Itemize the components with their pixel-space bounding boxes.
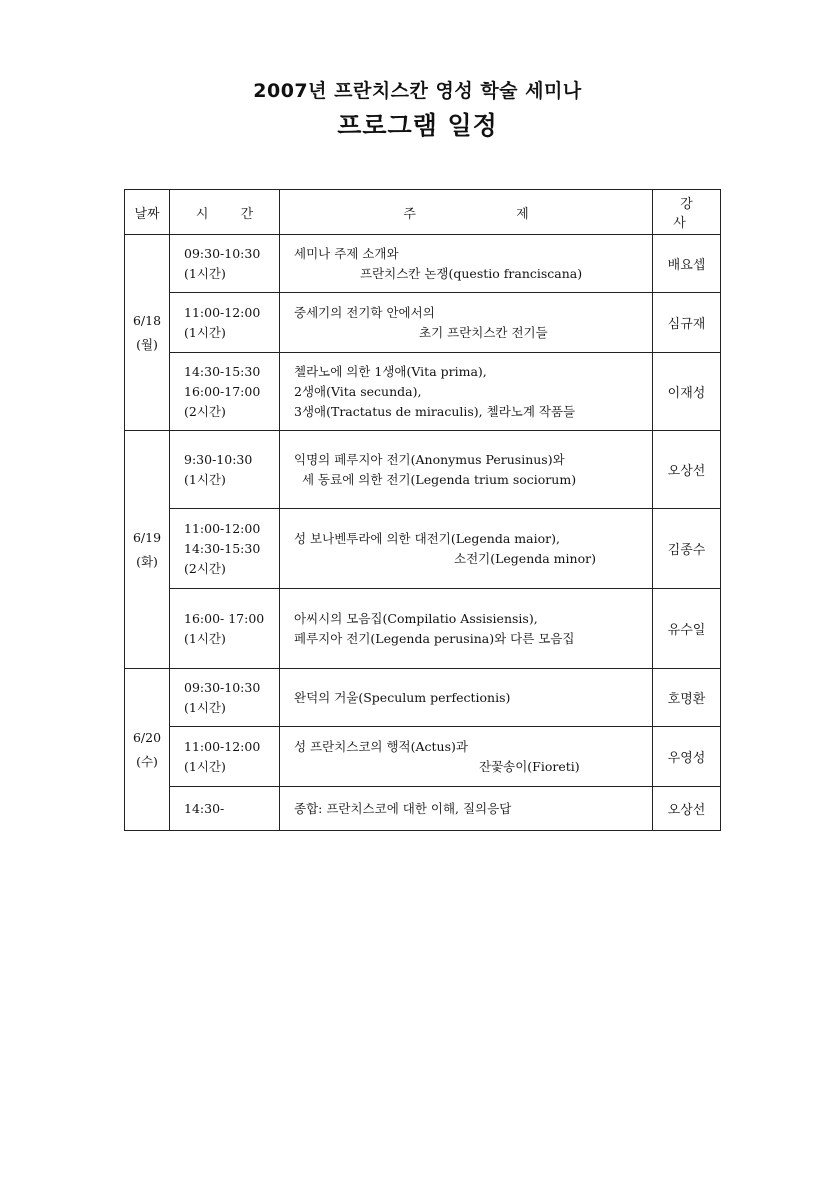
time-cell <box>170 235 280 293</box>
topic-cell <box>280 589 653 669</box>
table-row <box>125 509 721 589</box>
date-cell <box>125 235 170 431</box>
document-subtitle: 프로그램 일정 <box>337 111 498 140</box>
date-cell <box>125 431 170 669</box>
header-time <box>170 190 280 235</box>
time-cell <box>170 293 280 353</box>
header-speaker-label: 강 사 <box>673 197 707 231</box>
speaker-cell: 유수일 <box>653 589 721 669</box>
date-label: 6/20 <box>132 729 162 745</box>
topic-cell <box>280 787 653 831</box>
topic-cell <box>280 727 653 787</box>
speaker-cell: 김종수 <box>653 509 721 589</box>
topic-line: 세미나 주제 소개와 <box>294 245 399 261</box>
header-topic <box>280 190 653 235</box>
duration: (1시간) <box>184 630 226 646</box>
topic-cell <box>280 431 653 509</box>
table-row <box>125 787 721 831</box>
weekday-label: (수) <box>136 753 158 769</box>
time-cell <box>170 431 280 509</box>
speaker-cell: 호명환 <box>653 669 721 727</box>
document-title: 2007년 프란치스칸 영성 학술 세미나 <box>253 80 582 102</box>
topic-line: 익명의 페루지아 전기(Anonymus Perusinus)와 <box>294 451 565 467</box>
header-topic-label: 주 제 <box>403 206 577 222</box>
time-range: 14:30-15:30 <box>184 540 261 556</box>
topic-line: 종합: 프란치스코에 대한 이해, 질의응답 <box>294 800 512 816</box>
speaker-cell: 오상선 <box>653 787 721 831</box>
topic-line: 2생애(Vita secunda), <box>294 383 422 399</box>
time-range: 11:00-12:00 <box>184 304 261 320</box>
time-cell <box>170 727 280 787</box>
topic-line: 프란치스칸 논쟁(questio franciscana) <box>360 265 583 281</box>
topic-line: 페루지아 전기(Legenda perusina)와 다른 모음집 <box>294 630 575 646</box>
table-row <box>125 727 721 787</box>
date-label: 6/19 <box>132 529 162 545</box>
topic-line: 3생애(Tractatus de miraculis), 첼라노계 작품들 <box>294 403 576 419</box>
time-range: 09:30-10:30 <box>184 245 261 261</box>
table-row <box>125 293 721 353</box>
time-range: 09:30-10:30 <box>184 679 261 695</box>
topic-cell <box>280 509 653 589</box>
topic-cell <box>280 293 653 353</box>
date-label: 6/18 <box>132 312 162 328</box>
duration: (2시간) <box>184 560 226 576</box>
duration: (1시간) <box>184 699 226 715</box>
schedule-table <box>124 189 721 831</box>
table-row <box>125 431 721 509</box>
time-range: 14:30- <box>184 800 225 816</box>
weekday-label: (월) <box>136 336 158 352</box>
header-speaker <box>653 190 721 235</box>
table-row <box>125 235 721 293</box>
time-range: 9:30-10:30 <box>184 451 253 467</box>
topic-line: 초기 프란치스칸 전기들 <box>419 324 548 340</box>
topic-line: 완덕의 거울(Speculum perfectionis) <box>294 689 511 705</box>
duration: (1시간) <box>184 324 226 340</box>
topic-cell <box>280 669 653 727</box>
time-range: 11:00-12:00 <box>184 738 261 754</box>
time-cell <box>170 353 280 431</box>
speaker-cell: 이재성 <box>653 353 721 431</box>
time-range: 14:30-15:30 <box>184 363 261 379</box>
topic-line: 첼라노에 의한 1생애(Vita prima), <box>294 363 487 379</box>
topic-cell <box>280 353 653 431</box>
time-range: 16:00-17:00 <box>184 383 261 399</box>
time-range: 11:00-12:00 <box>184 520 261 536</box>
table-header-row <box>125 190 721 235</box>
topic-line: 소전기(Legenda minor) <box>454 550 596 566</box>
time-cell <box>170 509 280 589</box>
time-cell <box>170 787 280 831</box>
topic-line: 성 보나벤투라에 의한 대전기(Legenda maior), <box>294 530 560 546</box>
topic-line: 잔꽃송이(Fioreti) <box>479 758 580 774</box>
speaker-cell: 심규재 <box>653 293 721 353</box>
table-row <box>125 589 721 669</box>
topic-line: 성 프란치스코의 행적(Actus)과 <box>294 738 468 754</box>
header-date: 날짜 <box>125 190 170 235</box>
topic-line: 세 동료에 의한 전기(Legenda trium sociorum) <box>302 471 577 487</box>
time-cell <box>170 589 280 669</box>
duration: (1시간) <box>184 265 226 281</box>
weekday-label: (화) <box>136 553 158 569</box>
date-cell <box>125 669 170 831</box>
speaker-cell: 배요셉 <box>653 235 721 293</box>
duration: (1시간) <box>184 758 226 774</box>
topic-line: 아씨시의 모음집(Compilatio Assisiensis), <box>294 610 538 626</box>
time-range: 16:00- 17:00 <box>184 610 265 626</box>
duration: (2시간) <box>184 403 226 419</box>
duration: (1시간) <box>184 471 226 487</box>
topic-line: 중세기의 전기학 안에서의 <box>294 304 435 320</box>
topic-cell <box>280 235 653 293</box>
table-row <box>125 669 721 727</box>
table-row <box>125 353 721 431</box>
header-time-label: 시 간 <box>195 206 268 222</box>
time-cell <box>170 669 280 727</box>
speaker-cell: 오상선 <box>653 431 721 509</box>
speaker-cell: 우영성 <box>653 727 721 787</box>
